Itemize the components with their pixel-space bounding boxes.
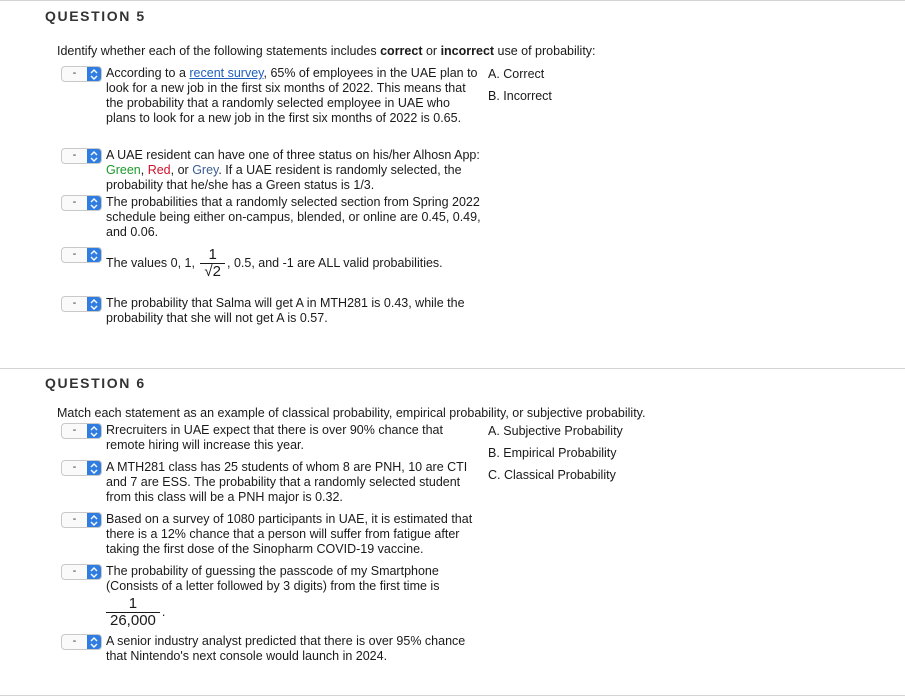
select-arrows-icon[interactable] (87, 424, 101, 438)
q6-answer-b: B. Empirical Probability (488, 446, 617, 460)
q6-item-3-text: Based on a survey of 1080 participants in UAE, it is estimated that there is a 12% chance that a person will suffer from fatigue after taking the first dose of the Sinopharm COVID-19 vaccine. (106, 512, 473, 556)
recent-survey-link[interactable]: recent survey (189, 66, 264, 80)
q5-item-2-text: A UAE resident can have one of three status on his/her Alhosn App: Green, Red, or Grey. If a UAE resident is randomly selected, the probability that he/she has a Green status is 1/3. (106, 148, 480, 192)
q5-prompt: Identify whether each of the following statements includes correct or incorrect use of probability: (57, 44, 596, 58)
q5-item-2 (61, 148, 481, 193)
q5-title: QUESTION 5 (45, 8, 146, 24)
q6-item-5-text: A senior industry analyst predicted that there is over 95% chance that Nintendo's next console would launch in 2024. (106, 634, 466, 663)
q6-item-5 (61, 634, 481, 664)
q5-answer-b: B. Incorrect (488, 89, 552, 103)
select-value: - (72, 461, 77, 473)
q6-item-3 (61, 512, 481, 557)
select-value: - (72, 196, 77, 208)
select-value: - (72, 248, 77, 260)
select-arrows-icon[interactable] (87, 149, 101, 163)
q6-item-1-select[interactable] (61, 423, 102, 439)
q5-item-5-select[interactable] (61, 296, 102, 312)
bottom-rule (0, 695, 905, 696)
q6-item-2-select[interactable] (61, 460, 102, 476)
q6-item-1-text: Rrecruiters in UAE expect that there is over 90% chance that remote hiring will increase this year. (106, 423, 443, 452)
q6-item-4 (61, 564, 481, 629)
q5-item-3 (61, 195, 481, 240)
q5-item-5 (61, 296, 481, 326)
q5-item-2-select[interactable] (61, 148, 102, 164)
select-value: - (72, 565, 77, 577)
q5-answer-a: A. Correct (488, 67, 545, 81)
select-value: - (72, 297, 77, 309)
q6-item-4-select[interactable] (61, 564, 102, 580)
fraction-1-over-26000: $\frac{1}{26,000}$ (106, 596, 160, 629)
select-arrows-icon[interactable] (87, 196, 101, 210)
select-arrows-icon[interactable] (87, 513, 101, 527)
select-arrows-icon[interactable] (87, 67, 101, 81)
select-arrows-icon[interactable] (87, 461, 101, 475)
q6-item-4-text: The probability of guessing the passcode of my Smartphone (Consists of a letter followed by 3 digits) from the first time is $\frac{1}{26,000}$ . (106, 564, 440, 629)
fraction-1-over-sqrt2: $\frac{1}{√2}$ (200, 247, 225, 280)
q5-top-rule (0, 0, 905, 1)
q5-item-5-text: The probability that Salma will get A in MTH281 is 0.43, while the probability that she will not get A is 0.57. (106, 296, 465, 325)
q5-item-1-text: According to a recent survey, 65% of employees in the UAE plan to look for a new job in the first six months of 2022. This means that the probability that a randomly selected employee in UAE who plans to look for a new job in the first six months of 2022 is 0.65. (106, 66, 478, 125)
q6-answer-options (488, 420, 623, 486)
q5-item-3-select[interactable] (61, 195, 102, 211)
select-value: - (72, 635, 77, 647)
select-value: - (72, 513, 77, 525)
q6-item-2 (61, 460, 481, 505)
q6-title: QUESTION 6 (45, 375, 146, 391)
q6-item-3-select[interactable] (61, 512, 102, 528)
q5-item-1-select[interactable] (61, 66, 102, 82)
q5-item-4-select[interactable] (61, 247, 102, 263)
q6-top-rule (0, 368, 905, 369)
q6-item-1 (61, 423, 481, 453)
q6-item-5-select[interactable] (61, 634, 102, 650)
select-arrows-icon[interactable] (87, 297, 101, 311)
q5-item-4 (61, 247, 481, 280)
q6-answer-a: A. Subjective Probability (488, 424, 623, 438)
select-arrows-icon[interactable] (87, 635, 101, 649)
select-arrows-icon[interactable] (87, 565, 101, 579)
q6-prompt: Match each statement as an example of classical probability, empirical probability, or subjective probability. (57, 406, 646, 420)
q5-answer-options (488, 63, 552, 107)
select-value: - (72, 424, 77, 436)
q5-item-4-text: The values 0, 1, $\frac{1}{√2}$ , 0.5, and -1 are ALL valid probabilities. (106, 246, 443, 280)
q5-item-3-text: The probabilities that a randomly selected section from Spring 2022 schedule being either on-campus, blended, or online are 0.45, 0.49, and 0.06. (106, 195, 481, 239)
q5-item-1 (61, 66, 481, 126)
select-value: - (72, 67, 77, 79)
select-arrows-icon[interactable] (87, 248, 101, 262)
select-value: - (72, 149, 77, 161)
q6-item-2-text: A MTH281 class has 25 students of whom 8 are PNH, 10 are CTI and 7 are ESS. The probability that a randomly selected student from this class will be a PNH major is 0.32. (106, 460, 468, 504)
q6-answer-c: C. Classical Probability (488, 468, 616, 482)
